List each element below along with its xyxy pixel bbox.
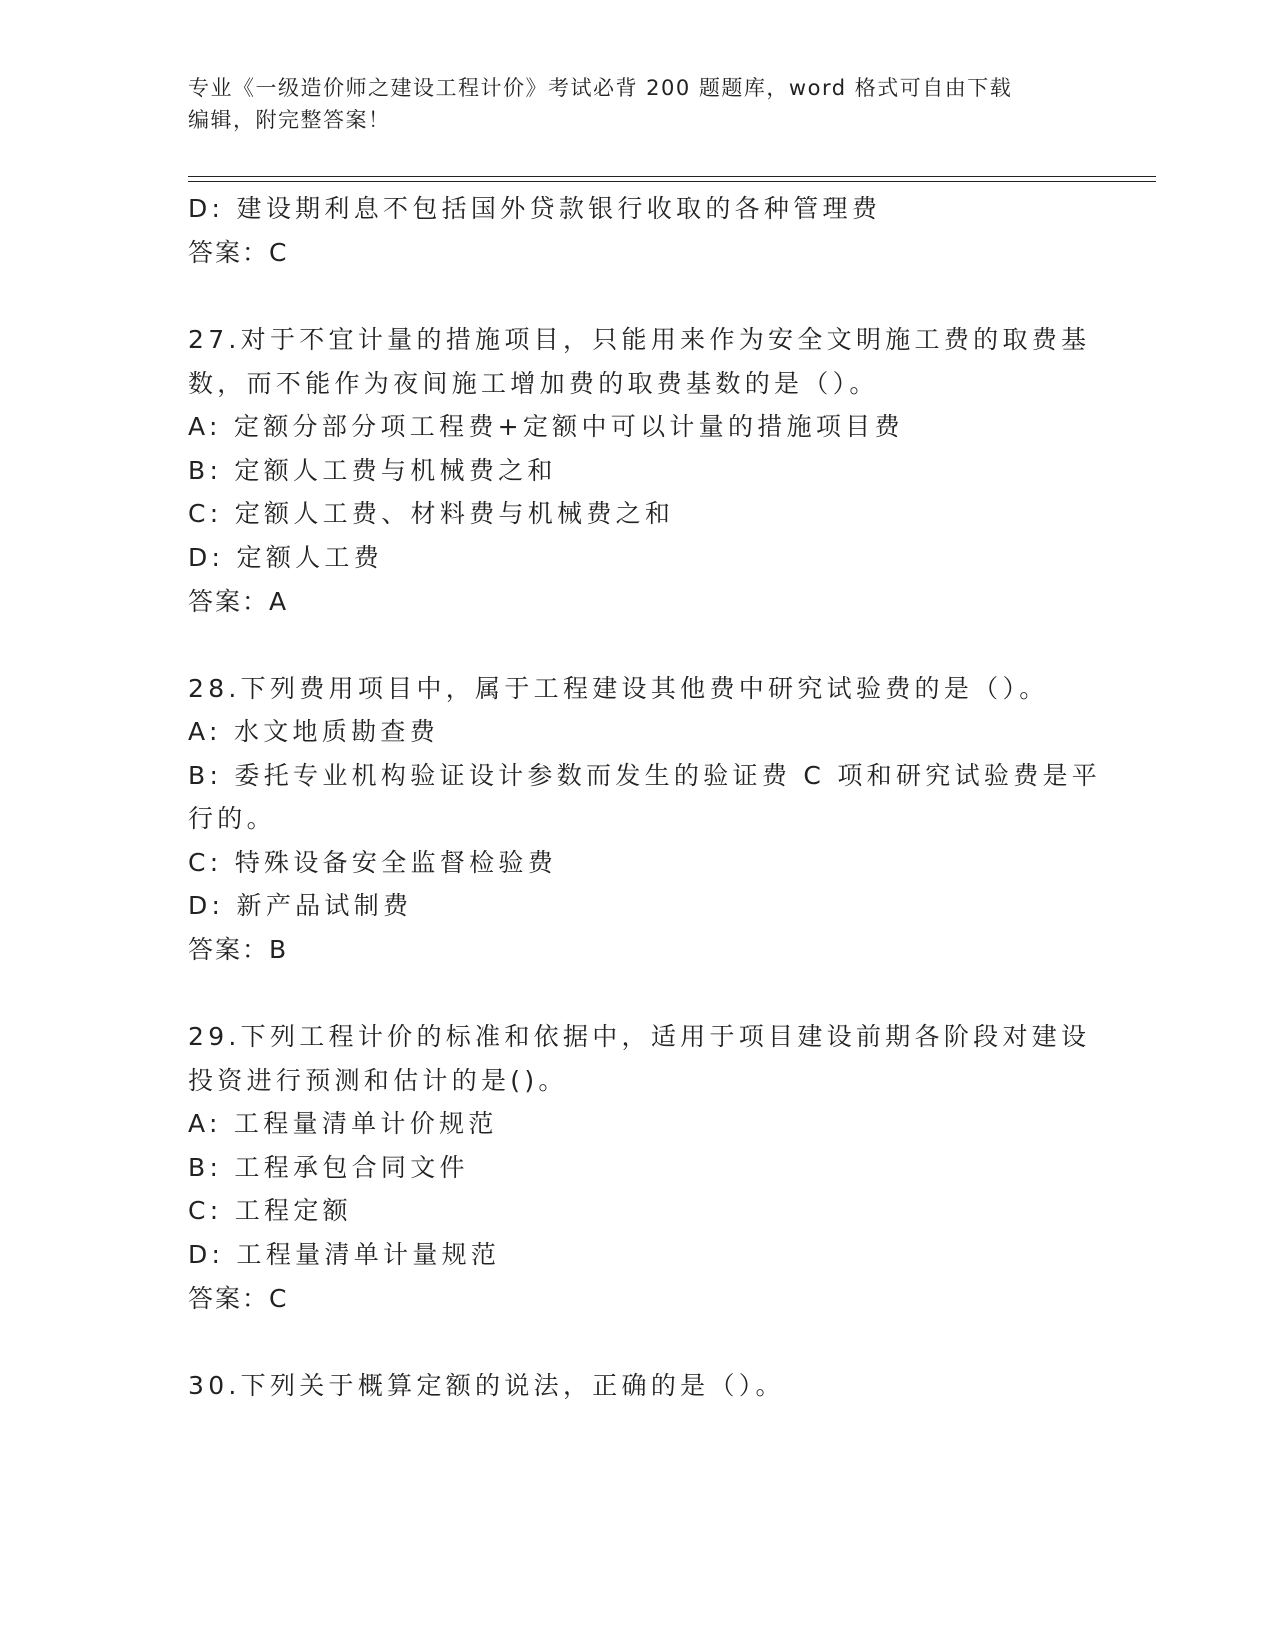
question-28-stem-line-1: 28.下列费用项目中，属于工程建设其他费中研究试验费的是（）。: [188, 674, 1049, 703]
header-line-2: 编辑，附完整答案！: [188, 108, 391, 132]
question-27-option-b: B: 定额人工费与机械费之和: [188, 456, 557, 485]
question-30-stem-line-1: 30.下列关于概算定额的说法，正确的是（）。: [188, 1371, 785, 1400]
question-27-option-d: D: 定额人工费: [188, 543, 384, 572]
question-27-answer: 答案：A: [188, 587, 289, 616]
question-28-option-d: D: 新产品试制费: [188, 891, 413, 920]
question-29-stem-line-1: 29.下列工程计价的标准和依据中，适用于项目建设前期各阶段对建设: [188, 1022, 1091, 1051]
question-29-option-a: A: 工程量清单计价规范: [188, 1109, 498, 1138]
question-28-option-b-continued: 行的。: [188, 804, 276, 833]
question-29-option-b: B: 工程承包合同文件: [188, 1153, 469, 1182]
question-28-option-b: B: 委托专业机构验证设计参数而发生的验证费 C 项和研究试验费是平: [188, 761, 1102, 790]
question-29-option-c: C: 工程定额: [188, 1196, 352, 1225]
question-29-option-d: D: 工程量清单计量规范: [188, 1240, 501, 1269]
page-header: [188, 72, 1088, 136]
question-27-option-a: A: 定额分部分项工程费+定额中可以计量的措施项目费: [188, 412, 904, 441]
question-28-answer: 答案：B: [188, 935, 289, 964]
question-27-stem-line-2: 数，而不能作为夜间施工增加费的取费基数的是（）。: [188, 369, 879, 398]
header-line-1: 专业《一级造价师之建设工程计价》考试必背 200 题题库，word 格式可自由下载: [188, 76, 1013, 100]
question-28-option-a: A: 水文地质勘查费: [188, 717, 440, 746]
question-27-option-c: C: 定额人工费、材料费与机械费之和: [188, 499, 675, 528]
question-29-answer: 答案：C: [188, 1284, 289, 1313]
option-d: D: 建设期利息不包括国外贷款银行收取的各种管理费: [188, 194, 882, 223]
header-divider-bottom: [188, 181, 1156, 182]
question-27-stem-line-1: 27.对于不宜计量的措施项目，只能用来作为安全文明施工费的取费基: [188, 325, 1091, 354]
question-29-stem-line-2: 投资进行预测和估计的是()。: [188, 1066, 568, 1095]
header-divider-top: [188, 176, 1156, 177]
question-28-option-c: C: 特殊设备安全监督检验费: [188, 848, 558, 877]
answer: 答案：C: [188, 238, 289, 267]
